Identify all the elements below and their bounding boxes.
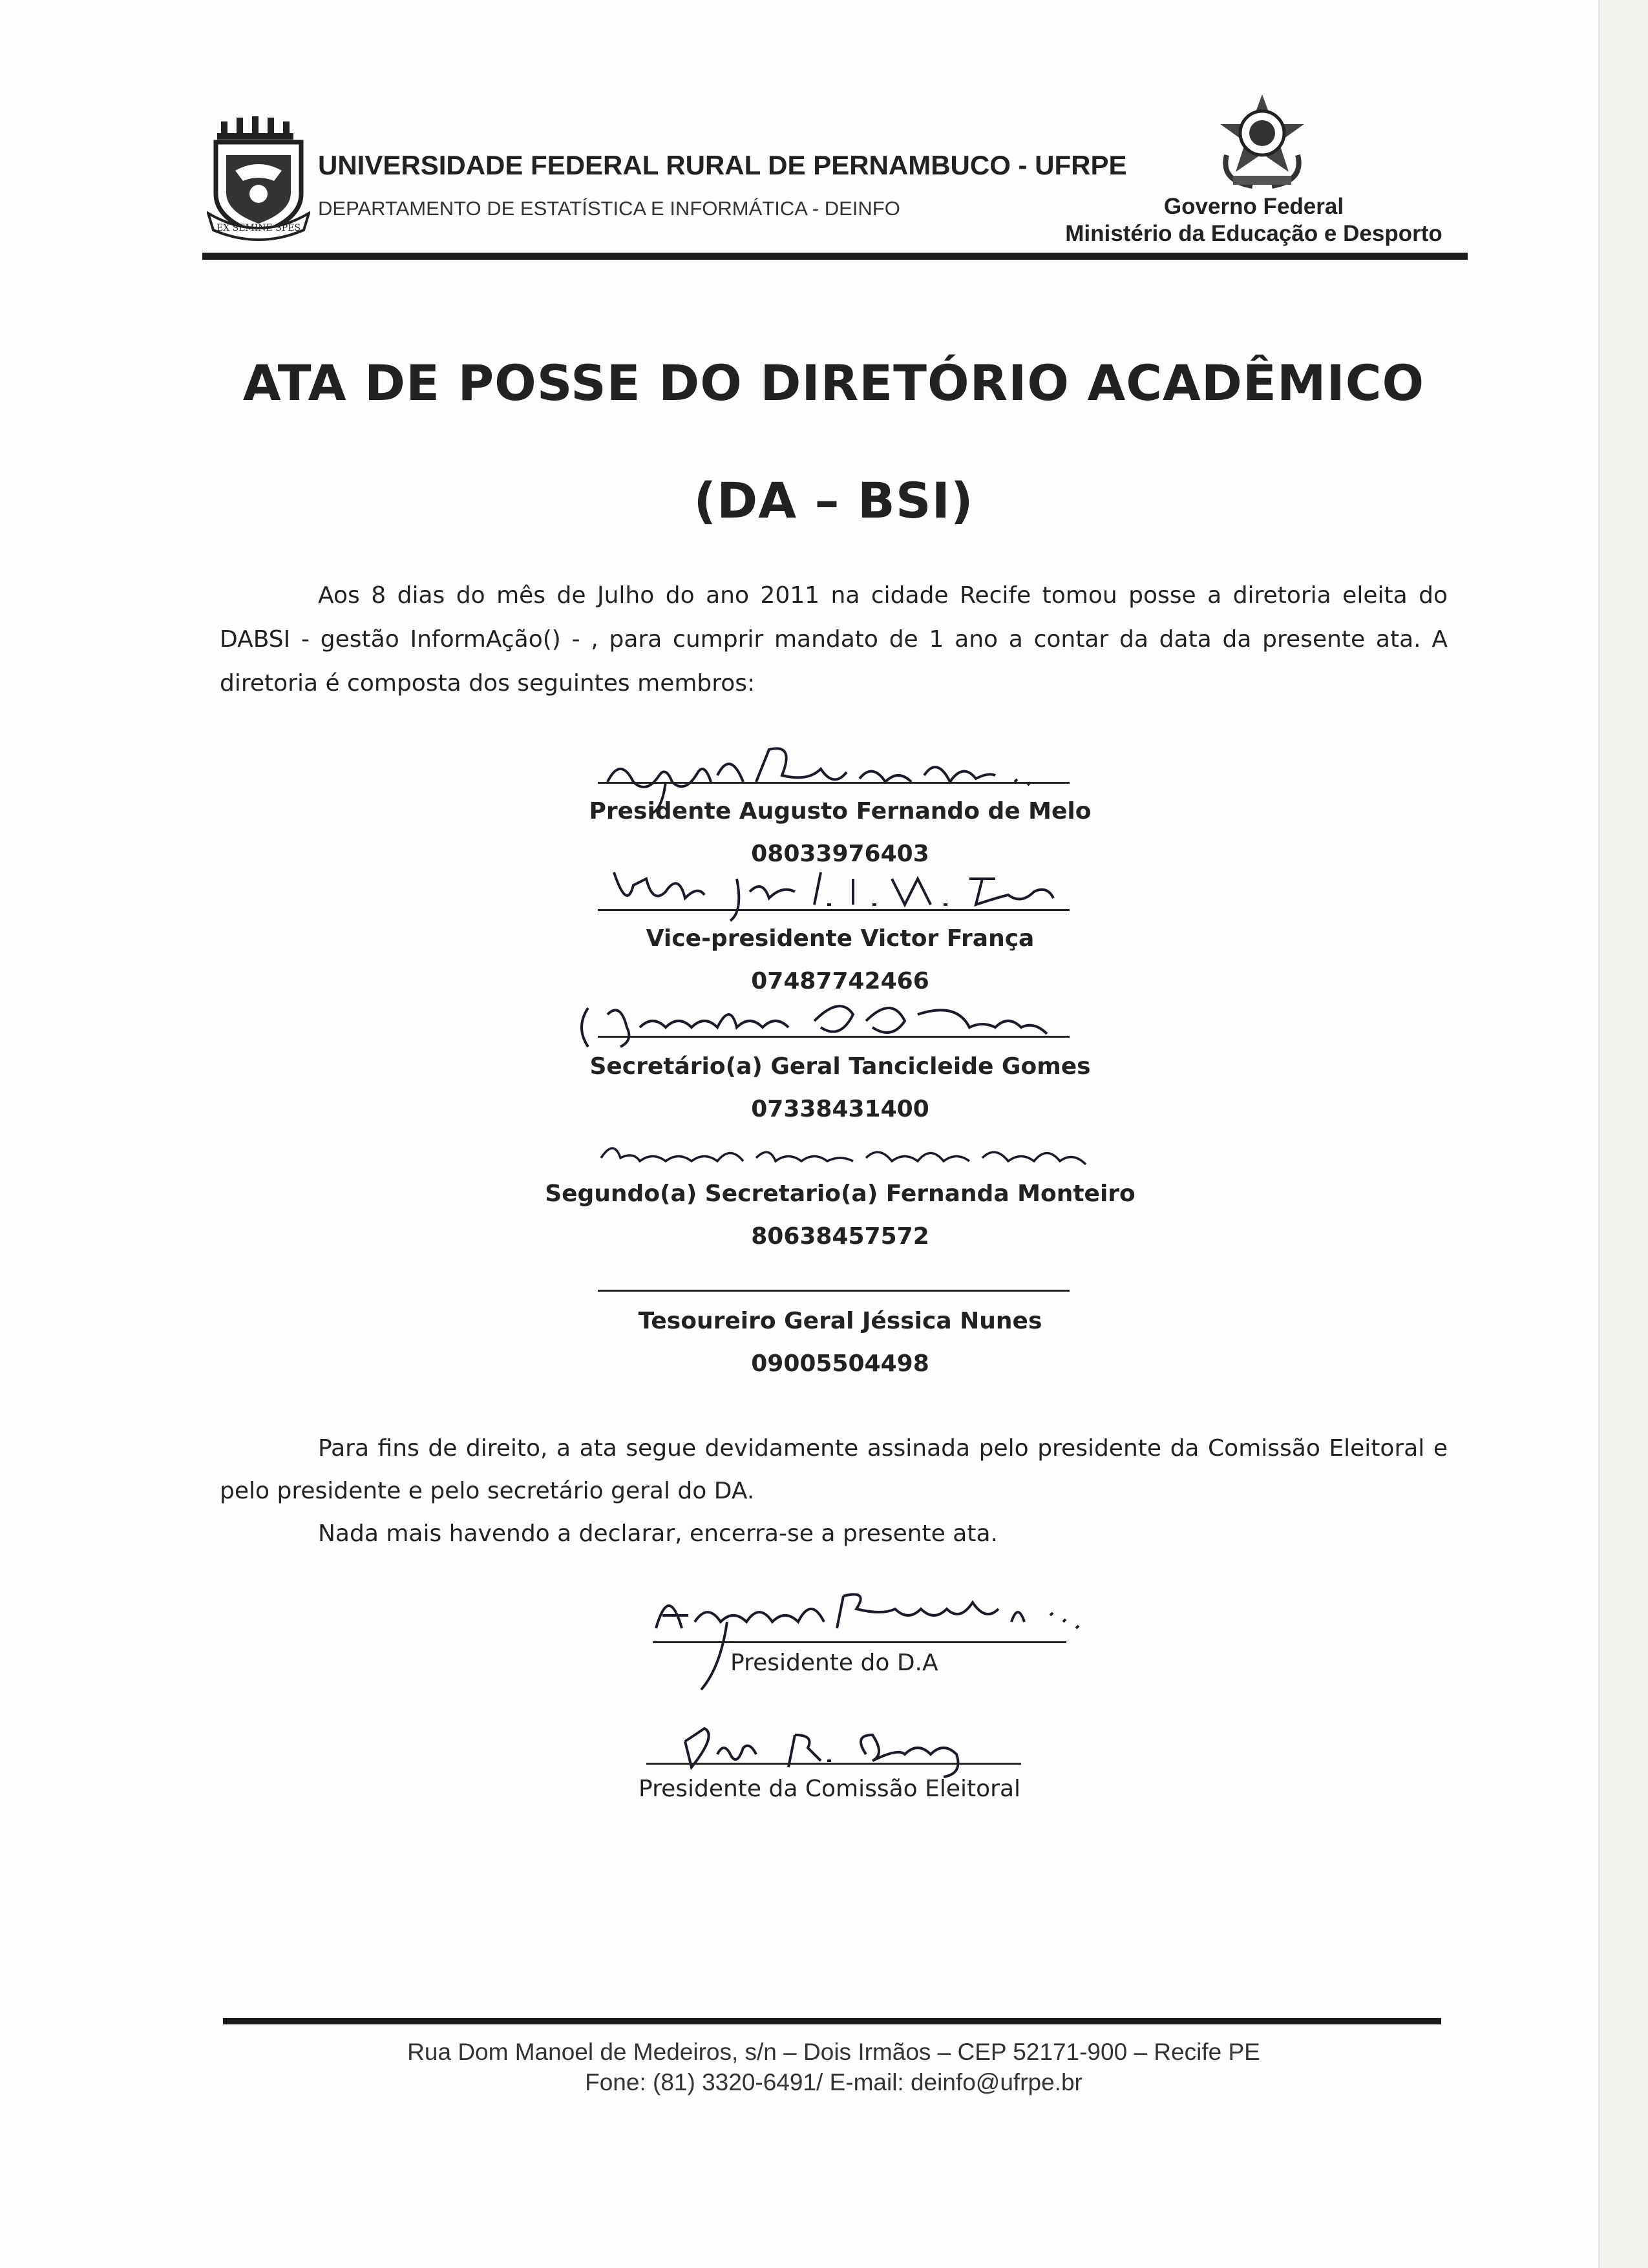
document-title: ATA DE POSSE DO DIRETÓRIO ACADÊMICO	[242, 354, 1425, 412]
brazil-coat-of-arms-icon	[1214, 90, 1311, 194]
government-title: Governo Federal	[1163, 194, 1344, 219]
signature-line	[598, 909, 1070, 911]
signature-line	[598, 1036, 1070, 1038]
signature-line	[598, 782, 1070, 784]
member-cpf: 80638457572	[751, 1223, 929, 1250]
header-divider	[202, 253, 1468, 260]
member-vice-president	[485, 922, 1196, 998]
intro-paragraph: Aos 8 dias do mês de Julho do ano 2011 na cidade Recife tomou posse a diretoria eleita do DABSI - gestão InformAção() - , para cumprir mandato de 1 ano a contar da data da presente ata. A diretoria é composta dos seguintes membros:	[220, 582, 1448, 697]
member-role: Secretário(a) Geral Tancicleide Gomes	[589, 1053, 1091, 1080]
da-president-label: Presidente do D.A	[730, 1650, 938, 1676]
signature-line	[598, 1290, 1070, 1292]
closing-statement: Nada mais havendo a declarar, encerra-se a presente ata.	[318, 1520, 998, 1547]
member-role: Presidente Augusto Fernando de Melo	[589, 798, 1092, 824]
signature-line	[653, 1641, 1066, 1643]
member-cpf: 09005504498	[751, 1350, 929, 1377]
member-role: Vice-presidente Victor França	[646, 925, 1035, 952]
closing-paragraph: Para fins de direito, a ata segue devidamente assinada pelo presidente da Comissão Eleitoral e pelo presidente e pelo secretário geral do DA.	[220, 1435, 1448, 1504]
logo-motto: EX SEMINE SPES	[216, 223, 301, 233]
signature-commission-president	[672, 1716, 1034, 1780]
member-general-secretary	[485, 1050, 1196, 1126]
member-cpf: 08033976403	[751, 841, 929, 867]
ministry-name: Ministério da Educação e Desporto	[1065, 221, 1442, 246]
university-name: UNIVERSIDADE FEDERAL RURAL DE PERNAMBUCO - UFRPE	[318, 150, 1127, 180]
signature-line	[646, 1763, 1021, 1765]
member-role: Tesoureiro Geral Jéssica Nunes	[638, 1308, 1042, 1334]
commission-president-label: Presidente da Comissão Eleitoral	[639, 1776, 1021, 1802]
ufrpe-logo	[207, 116, 310, 246]
signature-second-secretary	[595, 1132, 1112, 1177]
member-role: Segundo(a) Secretario(a) Fernanda Monteiro	[545, 1181, 1136, 1207]
member-cpf: 07338431400	[751, 1096, 929, 1122]
footer-contact: Fone: (81) 3320-6491/ E-mail: deinfo@ufrpe.br	[585, 2069, 1083, 2095]
member-second-secretary	[485, 1177, 1196, 1254]
footer-divider	[223, 2018, 1441, 2024]
member-treasurer	[485, 1305, 1196, 1381]
department-name: DEPARTAMENTO DE ESTATÍSTICA E INFORMÁTICA - DEINFO	[318, 197, 900, 220]
signature-vice-president	[607, 859, 1073, 930]
member-cpf: 07487742466	[751, 968, 929, 994]
document-subtitle: (DA – BSI)	[693, 472, 974, 529]
page-edge	[1598, 0, 1648, 2268]
signature-secretary	[569, 989, 1073, 1060]
footer-address: Rua Dom Manoel de Medeiros, s/n – Dois Irmãos – CEP 52171-900 – Recife PE	[407, 2039, 1260, 2065]
